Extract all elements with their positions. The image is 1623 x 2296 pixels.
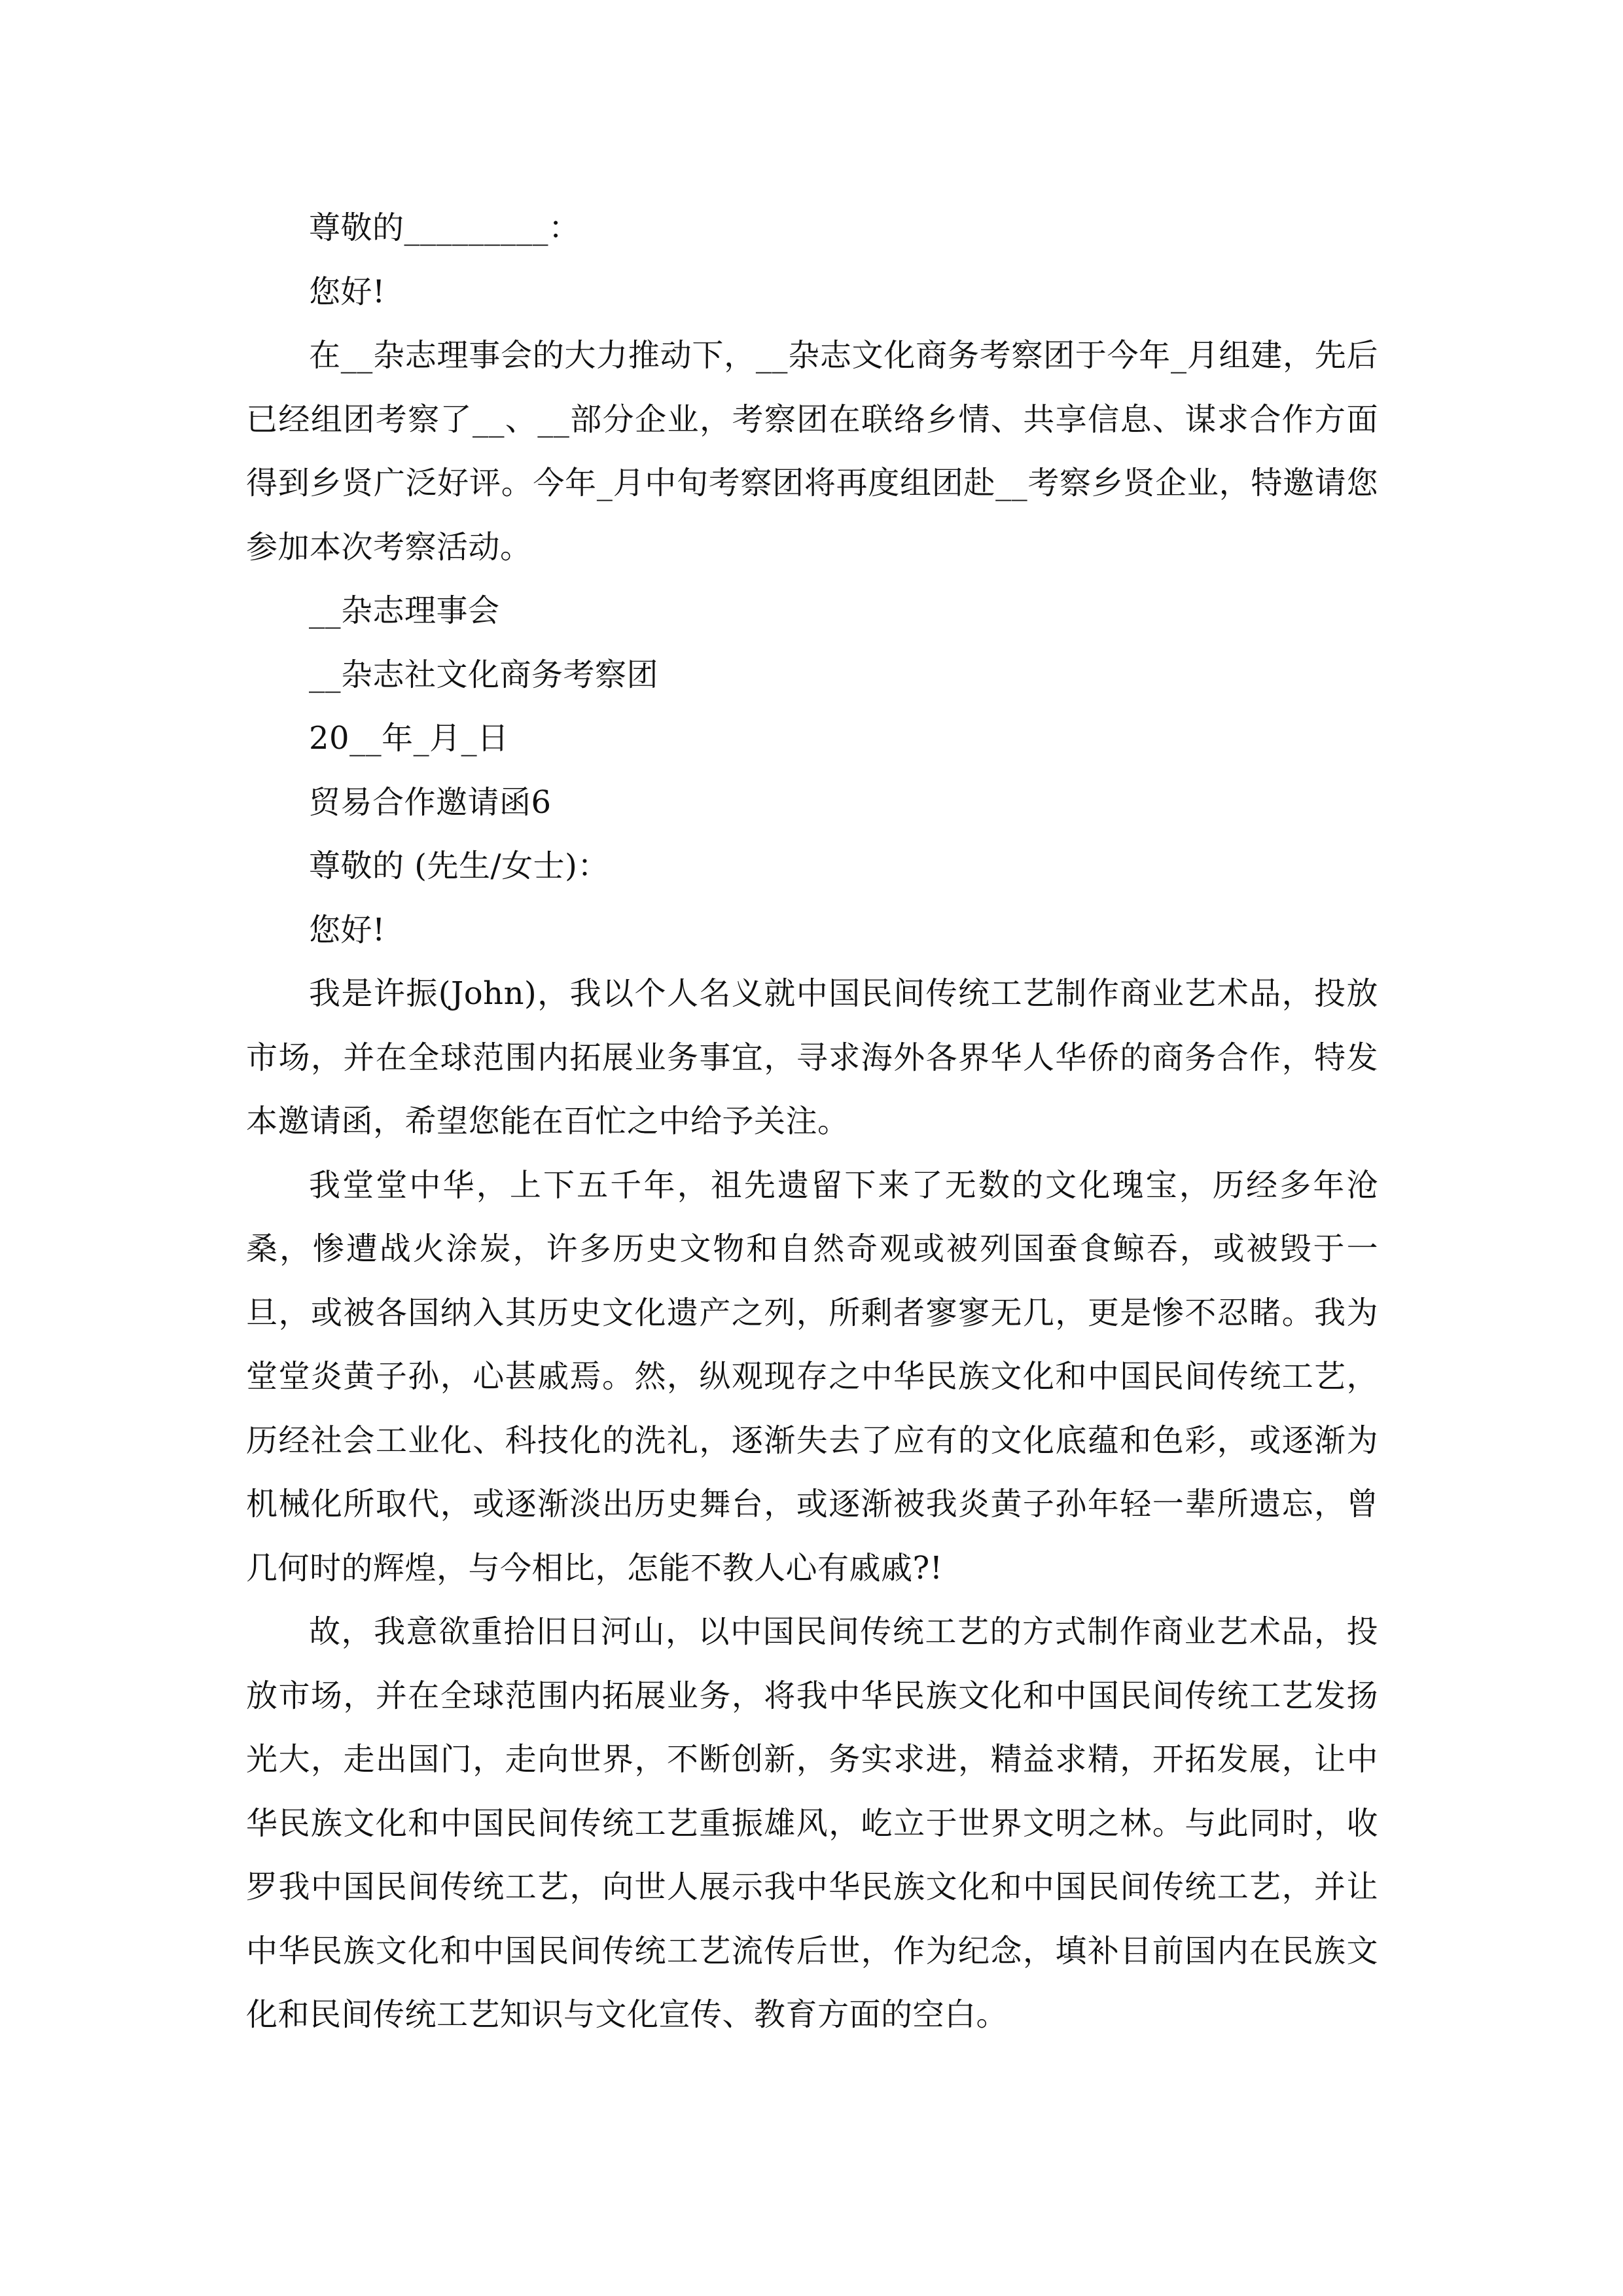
letter1-salutation: 尊敬的_________： <box>309 209 580 246</box>
letter1-date: 20__年_月_日 <box>309 720 509 757</box>
letter1-signature-council: __杂志理事会 <box>309 592 500 629</box>
letter2-greeting: 您好! <box>309 911 385 948</box>
letter1-body: 在__杂志理事会的大力推动下，__杂志文化商务考察团于今年_月组建，先后已经组团考察了__、__部分企业，考察团在联络乡情、共享信息、谋求合作方面得到乡贤广泛好评。今年_月中旬考察团将再度组团赴__考察乡贤企业，特邀请您参加本次考察活动。 <box>246 337 1378 565</box>
letter2-paragraph-heritage: 我堂堂中华，上下五千年，祖先遗留下来了无数的文化瑰宝，历经多年沧桑，惨遭战火涂炭，许多历史文物和自然奇观或被列国蚕食鲸吞，或被毁于一旦，或被各国纳入其历史文化遗产之列，所剩者寥寥无几，更是惨不忍睹。我为堂堂炎黄子孙，心甚戚焉。然，纵观现存之中华民族文化和中国民间传统工艺，历经社会工业化、科技化的洗礼，逐渐失去了应有的文化底蕴和色彩，或逐渐为机械化所取代，或逐渐淡出历史舞台，或逐渐被我炎黄子孙年轻一辈所遗忘，曾几何时的辉煌，与今相比，怎能不教人心有戚戚?! <box>246 1166 1378 1587</box>
letter2-title: 贸易合作邀请函6 <box>309 783 552 821</box>
letter1-signature-delegation: __杂志社文化商务考察团 <box>309 656 659 693</box>
letter2-paragraph-intro: 我是许振(John)，我以个人名义就中国民间传统工艺制作商业艺术品，投放市场，并在全球范围内拓展业务事宜，寻求海外各界华人华侨的商务合作，特发本邀请函，希望您能在百忙之中给予关注。 <box>246 975 1378 1139</box>
letter1-greeting: 您好! <box>309 273 385 310</box>
letter2-paragraph-mission: 故，我意欲重拾旧日河山，以中国民间传统工艺的方式制作商业艺术品，投放市场，并在全球范围内拓展业务，将我中华民族文化和中国民间传统工艺发扬光大，走出国门，走向世界，不断创新，务实求进，精益求精，开拓发展，让中华民族文化和中国民间传统工艺重振雄风，屹立于世界文明之林。与此同时，收罗我中国民间传统工艺，向世人展示我中华民族文化和中国民间传统工艺，并让中华民族文化和中国民间传统工艺流传后世，作为纪念，填补目前国内在民族文化和民间传统工艺知识与文化宣传、教育方面的空白。 <box>246 1613 1378 2033</box>
letter2-salutation: 尊敬的 (先生/女士)： <box>309 848 609 884</box>
document-page <box>246 196 1378 2047</box>
